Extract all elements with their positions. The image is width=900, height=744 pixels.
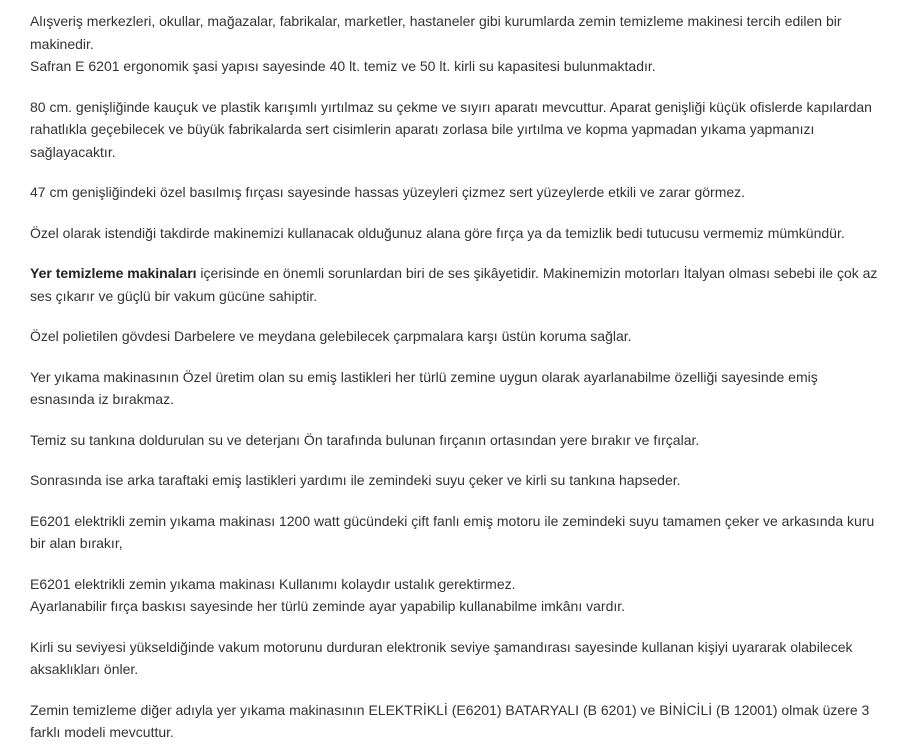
paragraph-float: Kirli su seviyesi yükseldiğinde vakum motorunu durduran elektronik seviye şamandırası sayesinde kullanan kişiyi uyararak olabilecek aksaklıkları önler. bbox=[30, 638, 853, 677]
paragraph-intro bbox=[30, 10, 886, 78]
paragraph-squeegee: 80 cm. genişliğinde kauçuk ve plastik karışımlı yırtılmaz su çekme ve sıyırı aparatı mevcuttur. Aparat genişliği küçük ofislerde kapılardan rahatlıkla geçebilecek ve büyük fabrikalarda sert cisimlerin aparatı zorlasa bile yırtılma ve kopma yapmadan yıkama yapmanızı sağlayacaktır. bbox=[30, 98, 872, 160]
paragraph-line: Safran E 6201 ergonomik şasi yapısı sayesinde 40 lt. temiz ve 50 lt. kirli su kapasitesi bulunmaktadır. bbox=[30, 58, 656, 74]
paragraph-line: E6201 elektrikli zemin yıkama makinası Kullanımı kolaydır ustalık gerektirmez. bbox=[30, 575, 516, 592]
paragraph-models: Zemin temizleme diğer adıyla yer yıkama makinasının ELEKTRİKLİ (E6201) BATARYALI (B 6201) ve BİNİCİLİ (B 12001) olmak üzere 3 farklı modeli mevcuttur. bbox=[30, 701, 870, 740]
paragraph-body: Özel polietilen gövdesi Darbelere ve meydana gelebilecek çarpmalara karşı üstün koruma sağlar. bbox=[30, 328, 632, 344]
paragraph-custom-brush: Özel olarak istendiği takdirde makinemizi kullanacak olduğunuz alana göre fırça ya da temizlik bedi tutucusu vermemiz mümkündür. bbox=[30, 224, 845, 241]
paragraph-line: Ayarlanabilir fırça baskısı sayesinde her türlü zeminde ayar yapabilip kullanabilme imkânı vardır. bbox=[30, 598, 626, 614]
paragraph-brush: 47 cm genişliğindeki özel basılmış fırçası sayesinde hassas yüzeyleri çizmez sert yüzeylerde etkili ve zarar görmez. bbox=[30, 184, 746, 200]
paragraph-usage bbox=[30, 573, 886, 618]
paragraph-line: Alışveriş merkezleri, okullar, mağazalar, fabrikalar, marketler, hastaneler gibi kurumlarda zemin temizleme makinesi tercih edilen bir makinedir. bbox=[30, 13, 842, 52]
paragraph-dirty-tank: Sonrasında ise arka taraftaki emiş lastikleri yardımı ile zemindeki suyu çeker ve kirli su tankına hapseder. bbox=[30, 472, 681, 488]
paragraph-text: içerisinde en önemli sorunlardan biri de ses şikâyetidir. Makinemizin motorları İtalyan olması sebebi ile çok az ses çıkarır ve güçlü bir vakum gücüne sahiptir. bbox=[30, 265, 878, 304]
paragraph-suction-rubber: Yer yıkama makinasının Özel üretim olan su emiş lastikleri her türlü zemine uygun olarak ayarlanabilme özelliği sayesinde emiş esnasında iz bırakmaz. bbox=[30, 368, 818, 407]
paragraph-noise bbox=[30, 262, 886, 307]
paragraph-motor: E6201 elektrikli zemin yıkama makinası 1200 watt gücündeki çift fanlı emiş motoru ile zemindeki suyu tamamen çeker ve arkasında kuru bir alan bırakır, bbox=[30, 512, 875, 551]
paragraph-clean-tank: Temiz su tankına doldurulan su ve deterjanı Ön tarafında bulunan fırçanın ortasından yere bırakır ve fırçalar. bbox=[30, 431, 700, 448]
bold-keyword: Yer temizleme makinaları bbox=[30, 265, 197, 281]
